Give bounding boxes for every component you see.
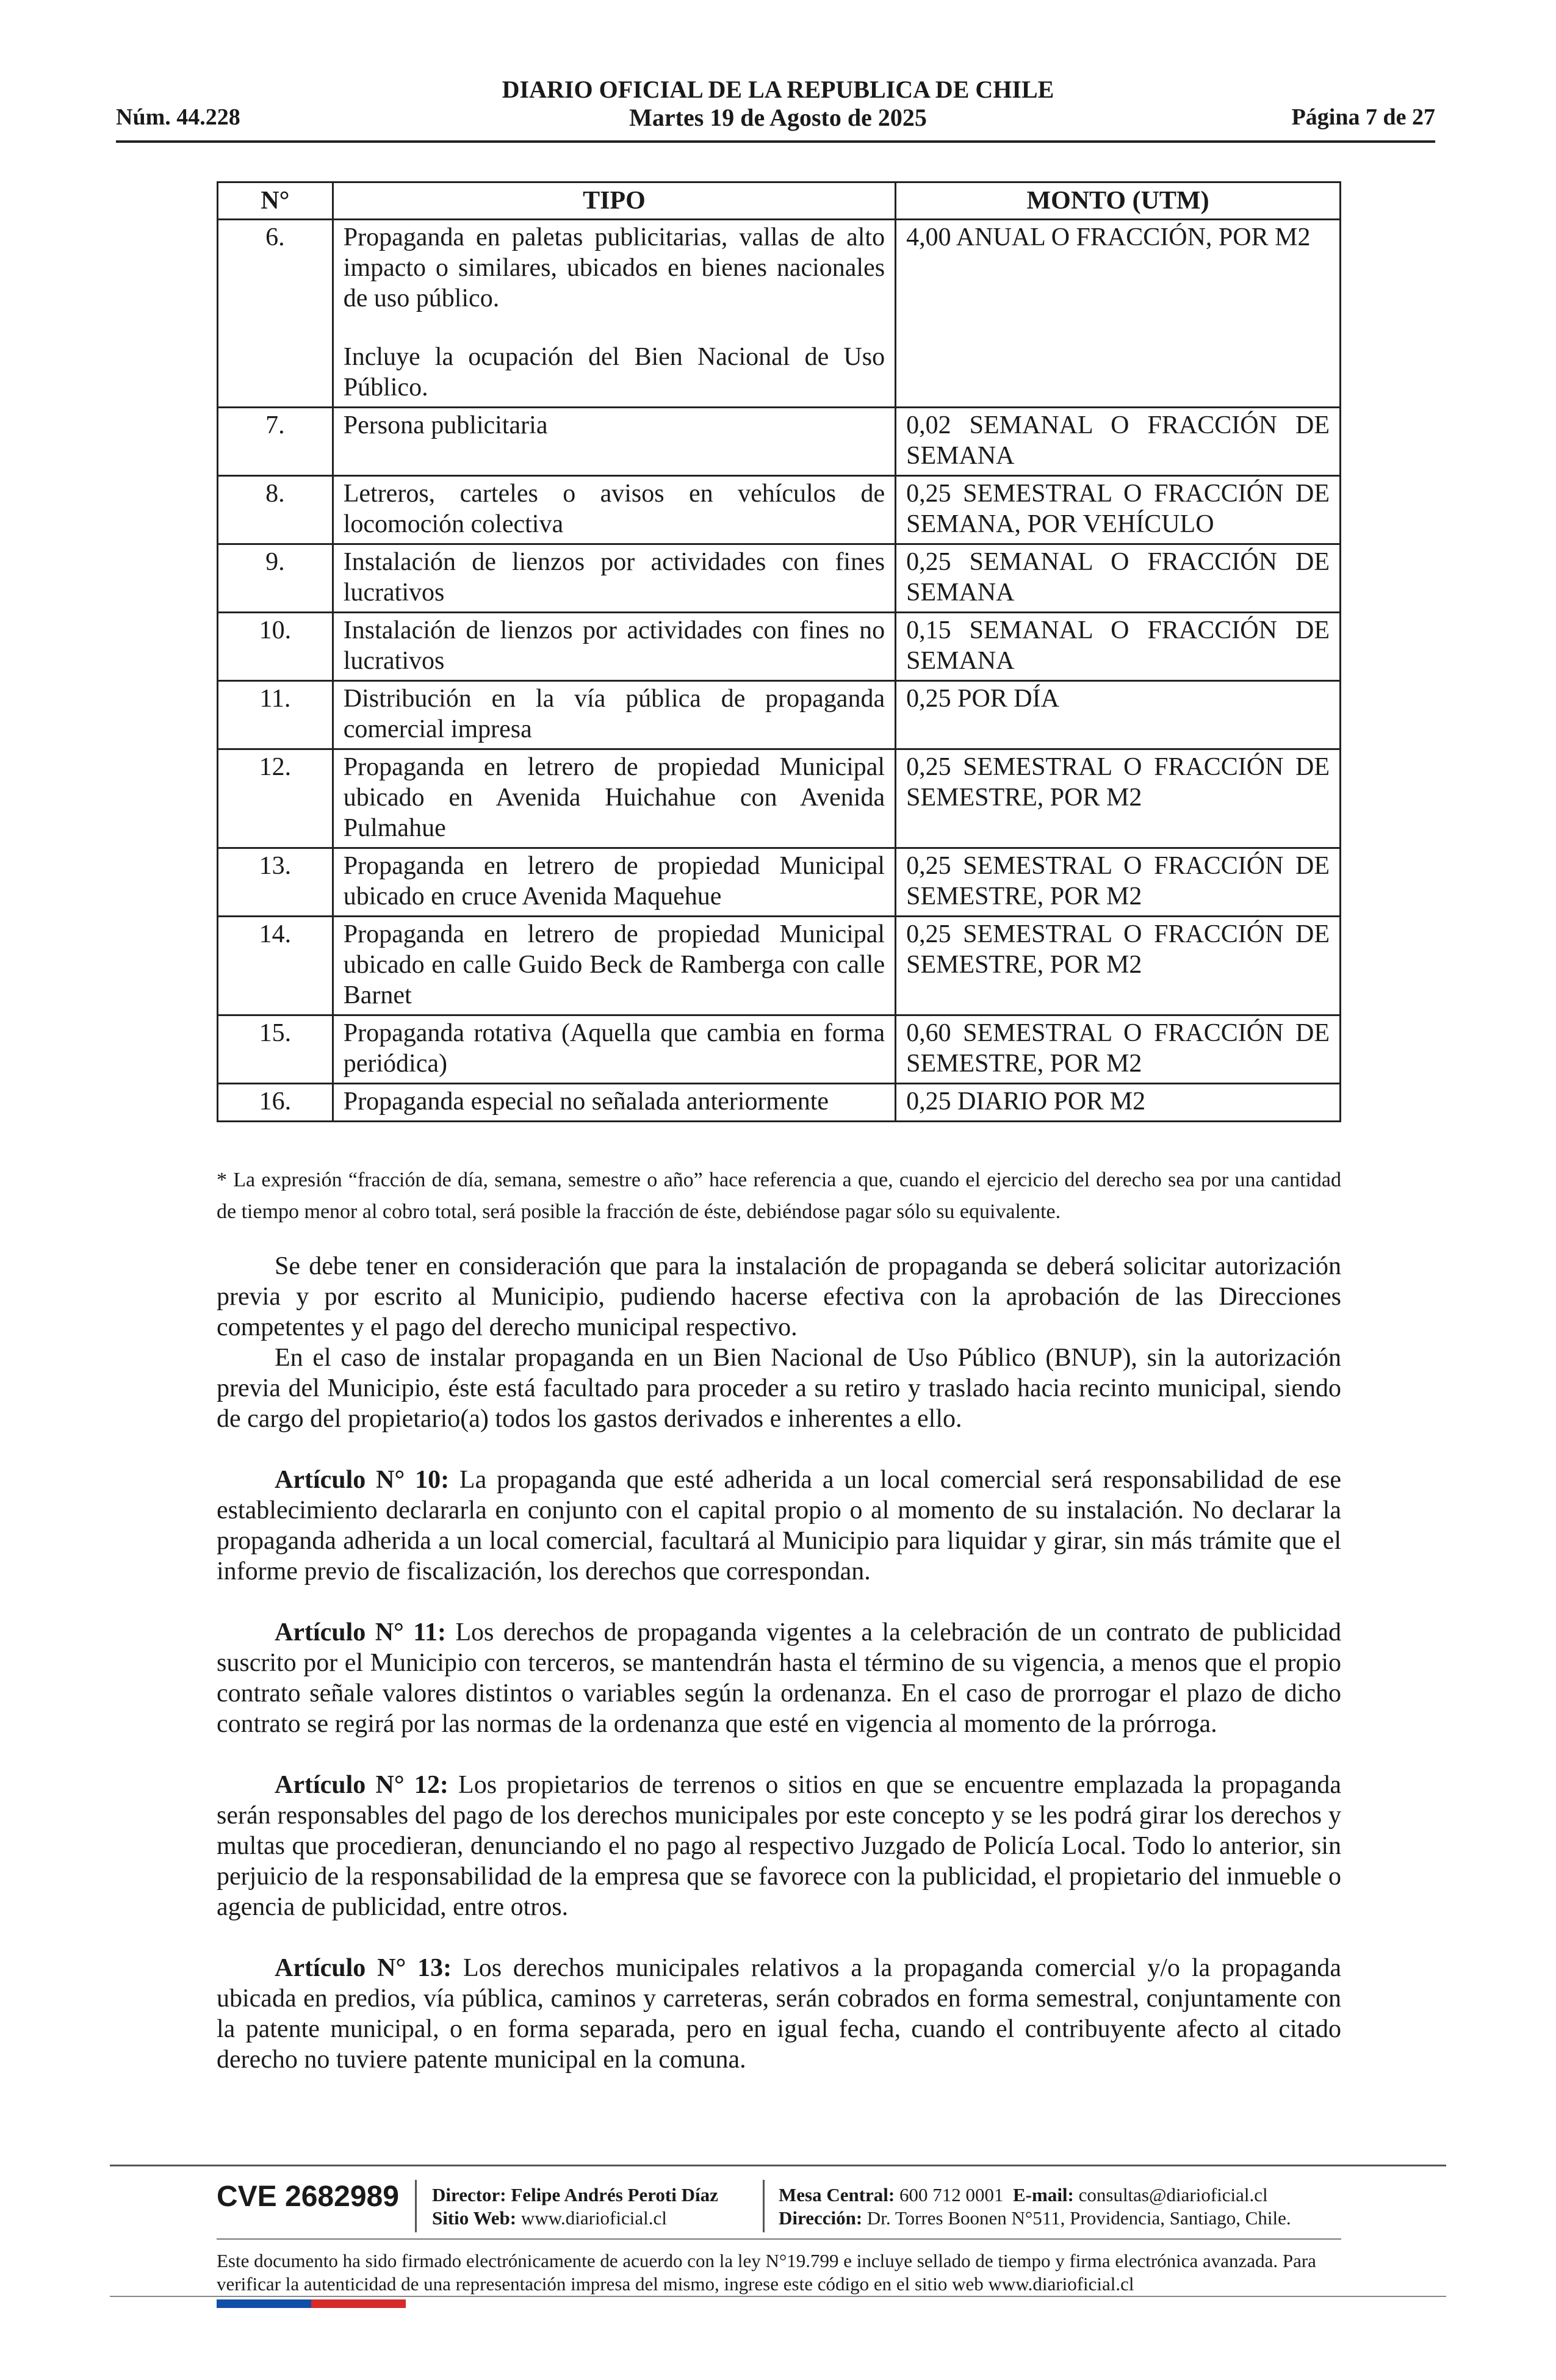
article-12	[217, 1770, 1341, 1922]
footer-separator	[415, 2180, 417, 2232]
address-text: Dr. Torres Boonen N°511, Providencia, Santiago, Chile.	[862, 2207, 1291, 2229]
table-row	[218, 749, 1341, 848]
footer-contact-block	[779, 2183, 1291, 2230]
paragraph-authorization: Se debe tener en consideración que para la instalación de propaganda se deberá solicitar autorización previa y por escrito al Municipio, pudiendo hacerse efectiva con la aprobación de las Direcciones competentes y el pago del derecho municipal respectivo.	[217, 1252, 1341, 1341]
masthead-title: DIARIO OFICIAL DE LA REPUBLICA DE CHILE	[502, 76, 1054, 103]
row-amount: 0,25 SEMANAL O FRACCIÓN DE SEMANA	[896, 544, 1341, 613]
row-number: 12.	[218, 749, 333, 848]
row-amount: 0,15 SEMANAL O FRACCIÓN DE SEMANA	[896, 613, 1341, 681]
table-row	[218, 848, 1341, 917]
article-12-text: Los propietarios de terrenos o sitios en que se encuentre emplazada la propaganda serán responsables del pago de los derechos municipales por este concepto y se les podrá girar los derechos y multas que procedieran, denunciando el no pago al respectivo Juzgado de Policía Local. Todo lo anterior, sin perjuicio de la responsabilidad de la empresa que se favorece con la publicidad, el propietario del inmueble o agencia de publicidad, entre otros.	[217, 1771, 1341, 1921]
row-type: Instalación de lienzos por actividades con fines lucrativos	[333, 544, 895, 613]
flag-bar-blue	[217, 2299, 311, 2308]
row-type: Letreros, carteles o avisos en vehículos de locomoción colectiva	[333, 476, 895, 544]
body-text	[217, 1251, 1341, 2075]
row-number: 14.	[218, 917, 333, 1015]
footer-subdivider	[217, 2238, 1341, 2240]
footer-director	[432, 2183, 718, 2207]
row-amount: 0,25 SEMESTRAL O FRACCIÓN DE SEMESTRE, POR M2	[896, 917, 1341, 1015]
paragraph-bnup: En el caso de instalar propaganda en un Bien Nacional de Uso Público (BNUP), sin la autorización previa del Municipio, éste está facultado para proceder a su retiro y traslado hacia recinto municipal, siendo de cargo del propietario(a) todos los gastos derivados e inherentes a ello.	[217, 1344, 1341, 1433]
row-type: Instalación de lienzos por actividades con fines no lucrativos	[333, 613, 895, 681]
table-footnote: * La expresión “fracción de día, semana, semestre o año” hace referencia a que, cuando el ejercicio del derecho sea por una cantidad de tiempo menor al cobro total, será posible la fracción de éste, debiéndose pagar sólo su equivalente.	[217, 1169, 1341, 1223]
article-11	[217, 1617, 1341, 1739]
table-row	[218, 613, 1341, 681]
address-label: Dirección:	[779, 2207, 863, 2229]
website-link[interactable]: www.diarioficial.cl	[516, 2207, 667, 2229]
row-number: 16.	[218, 1084, 333, 1122]
article-10-label: Artículo N° 10:	[275, 1466, 450, 1494]
row-type: Propaganda especial no señalada anteriormente	[333, 1084, 895, 1122]
row-number: 6.	[218, 220, 333, 408]
mesa-number: 600 712 0001	[895, 2184, 1004, 2205]
row-type-note: Incluye la ocupación del Bien Nacional de Uso Público.	[343, 343, 885, 402]
masthead-date: Martes 19 de Agosto de 2025	[629, 104, 927, 131]
row-type: Persona publicitaria	[333, 408, 895, 476]
table-row	[218, 408, 1341, 476]
table-header-row	[218, 182, 1341, 220]
flag-bar-red	[311, 2299, 406, 2308]
table-row	[218, 544, 1341, 613]
row-type: Propaganda rotativa (Aquella que cambia en forma periódica)	[333, 1015, 895, 1084]
article-13-label: Artículo N° 13:	[275, 1954, 452, 1982]
article-11-label: Artículo N° 11:	[275, 1618, 446, 1646]
table-row	[218, 220, 1341, 408]
footer-separator	[763, 2180, 765, 2232]
footer-address	[779, 2207, 1291, 2230]
row-type: Distribución en la vía pública de propaganda comercial impresa	[333, 681, 895, 749]
table-row	[218, 917, 1341, 1015]
row-type-text: Propaganda en paletas publicitarias, vallas de alto impacto o similares, ubicados en bienes nacionales de uso público.	[343, 223, 885, 312]
col-header-number: N°	[218, 182, 333, 220]
col-header-amount: MONTO (UTM)	[896, 182, 1341, 220]
director-name: Felipe Andrés Peroti Díaz	[506, 2184, 718, 2205]
row-type: Propaganda en letrero de propiedad Municipal ubicado en calle Guido Beck de Ramberga con calle Barnet	[333, 917, 895, 1015]
row-amount: 4,00 ANUAL O FRACCIÓN, POR M2	[896, 220, 1341, 408]
row-amount: 0,25 SEMESTRAL O FRACCIÓN DE SEMESTRE, POR M2	[896, 749, 1341, 848]
table-row	[218, 1015, 1341, 1084]
row-number: 11.	[218, 681, 333, 749]
row-number: 7.	[218, 408, 333, 476]
row-type	[333, 220, 895, 408]
table-row	[218, 681, 1341, 749]
row-amount: 0,25 SEMESTRAL O FRACCIÓN DE SEMESTRE, POR M2	[896, 848, 1341, 917]
email-link[interactable]: consultas@diarioficial.cl	[1073, 2184, 1268, 2205]
row-amount: 0,25 SEMESTRAL O FRACCIÓN DE SEMANA, POR VEHÍCULO	[896, 476, 1341, 544]
row-number: 9.	[218, 544, 333, 613]
table-row	[218, 1084, 1341, 1122]
row-number: 8.	[218, 476, 333, 544]
footer-divider	[110, 2165, 1446, 2166]
row-number: 13.	[218, 848, 333, 917]
article-11-text: Los derechos de propaganda vigentes a la celebración de un contrato de publicidad suscrito por el Municipio con terceros, se mantendrán hasta el término de su vigencia, a menos que el propio contrato señale valores distintos o variables según la ordenanza. En el caso de prorrogar el plazo de dicho contrato se regirá por las normas de la ordenanza que esté en vigencia al momento de la prórroga.	[217, 1618, 1342, 1738]
fees-table	[217, 181, 1341, 1122]
row-amount: 0,25 POR DÍA	[896, 681, 1341, 749]
table-row	[218, 476, 1341, 544]
footer-director-block	[432, 2183, 718, 2230]
cve-code: CVE 2682989	[217, 2180, 399, 2213]
issue-number: Núm. 44.228	[116, 104, 240, 130]
footer-bottom-rule	[110, 2296, 1446, 2297]
row-amount: 0,60 SEMESTRAL O FRACCIÓN DE SEMESTRE, POR M2	[896, 1015, 1341, 1084]
row-amount: 0,25 DIARIO POR M2	[896, 1084, 1341, 1122]
email-label: E-mail:	[1013, 2184, 1074, 2205]
row-number: 15.	[218, 1015, 333, 1084]
page-number: Página 7 de 27	[1291, 104, 1435, 130]
mesa-label: Mesa Central:	[779, 2184, 895, 2205]
article-10	[217, 1465, 1341, 1587]
masthead	[427, 76, 1129, 132]
article-10-text: La propaganda que esté adherida a un local comercial será responsabilidad de ese establecimiento declararla en conjunto con el capital propio o al momento de su instalación. No declarar la propaganda adherida a un local comercial, facultará al Municipio para liquidar y girar, sin más trámite que el informe previo de fiscalización, los derechos que correspondan.	[217, 1466, 1341, 1585]
footer-phone-email	[779, 2183, 1291, 2207]
article-13-text: Los derechos municipales relativos a la propaganda comercial y/o la propaganda ubicada en predios, vía pública, caminos y carreteras, serán cobrados en forma semestral, conjuntamente con la patente municipal, o en forma separada, pero en igual fecha, cuando el contribuyente afecto al citado derecho no tuviere patente municipal en la comuna.	[217, 1954, 1341, 2074]
row-type: Propaganda en letrero de propiedad Municipal ubicado en Avenida Huichahue con Avenida Pulmahue	[333, 749, 895, 848]
electronic-signature-notice: Este documento ha sido firmado electrónicamente de acuerdo con la ley N°19.799 e incluye sellado de tiempo y firma electrónica avanzada. Para verificar la autenticidad de una representación impresa del mismo, ingrese este código en el sitio web www.diarioficial.cl	[217, 2250, 1316, 2295]
row-type: Propaganda en letrero de propiedad Municipal ubicado en cruce Avenida Maquehue	[333, 848, 895, 917]
article-13	[217, 1953, 1341, 2075]
article-12-label: Artículo N° 12:	[275, 1771, 448, 1799]
header-divider	[116, 140, 1435, 143]
row-amount: 0,02 SEMANAL O FRACCIÓN DE SEMANA	[896, 408, 1341, 476]
director-label: Director:	[432, 2184, 506, 2205]
footer-website	[432, 2207, 718, 2230]
col-header-type: TIPO	[333, 182, 895, 220]
row-number: 10.	[218, 613, 333, 681]
website-label: Sitio Web:	[432, 2207, 517, 2229]
